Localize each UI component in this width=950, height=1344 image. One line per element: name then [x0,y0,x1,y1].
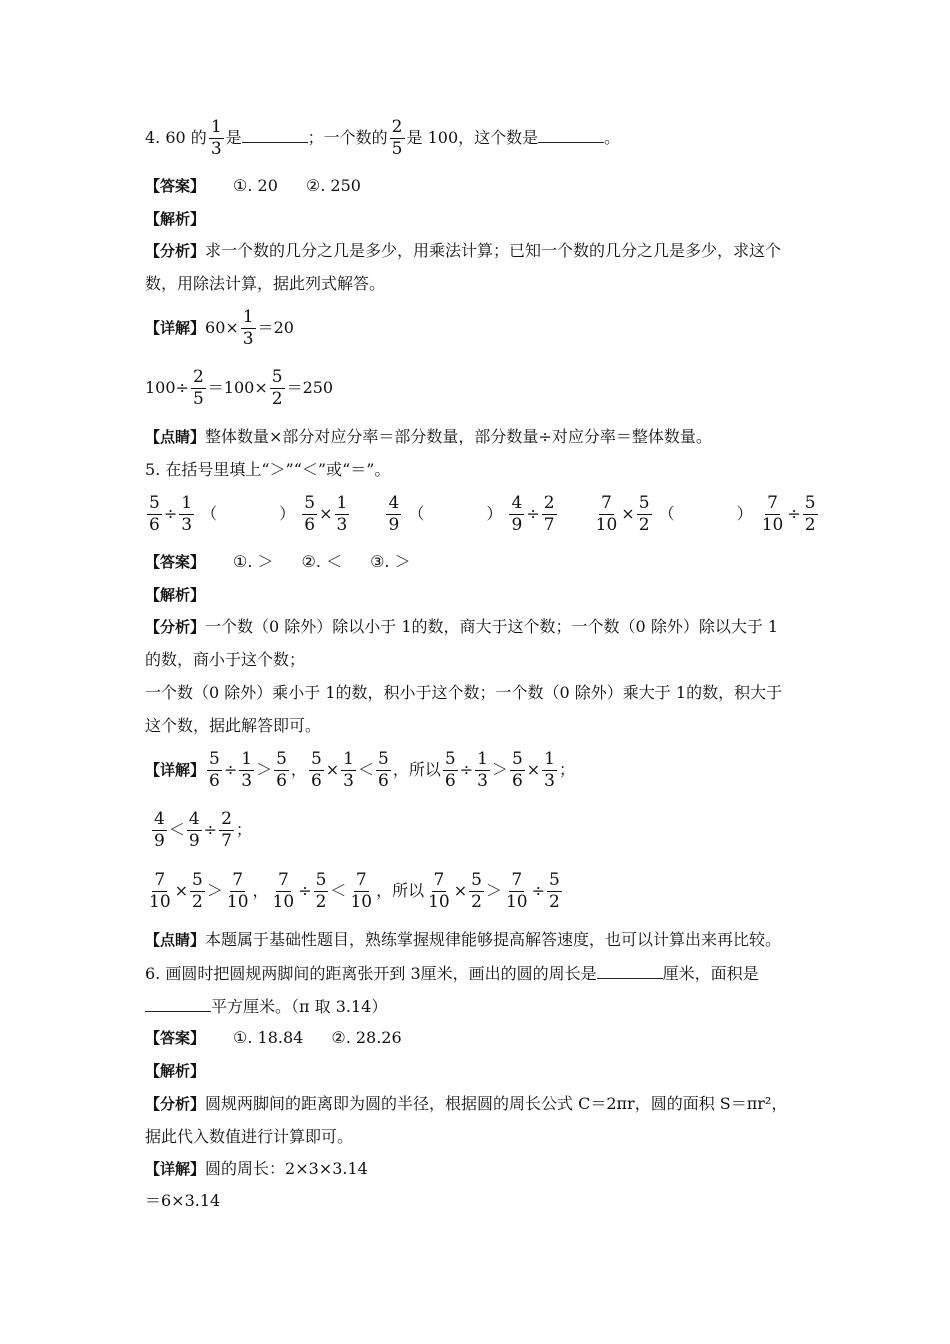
answer-blank [597,962,663,979]
fraction: $\frac{5}{6}$ [310,749,322,791]
fraction: $\frac{1}{3}$ [336,493,348,535]
fraction: $\frac{2}{7}$ [221,809,232,851]
q6-fenxi-cont: 据此代入数值进行计算即可。 [145,1127,354,1146]
fraction: $\frac{5}{2}$ [549,870,560,912]
q6-stem: 6. 画圆时把圆规两脚间的距离张开到 3厘米，画出的圆的周长是 厘米，面积是 [145,964,759,983]
q4-fenxi: 【分析】求一个数的几分之几是多少，用乘法计算；已知一个数的几分之几是多少，求这个 [145,241,782,260]
fraction: $\frac{4}{9}$ [154,809,165,851]
fraction: $\frac{7}{10}$ [761,493,784,535]
q4-number: 4. [145,128,161,147]
q5-fenxi-cont: 的数，商小于这个数； [145,650,306,669]
answer-blank [145,995,211,1012]
fraction: $\frac{7}{10}$ [226,870,249,912]
q5-jiexi-label: 【解析】 [145,586,206,604]
fraction: $\frac{5}{2}$ [638,493,650,535]
fraction: $\frac{5}{2}$ [271,367,283,409]
q5-fenxi: 【分析】一个数（0 除外）除以小于 1的数，商大于这个数；一个数（0 除外）除以大于 1 [145,617,779,636]
q4-jiexi-label: 【解析】 [145,210,206,228]
fraction: $\frac{4}{9}$ [188,809,200,851]
fraction: $\frac{4}{9}$ [388,493,400,535]
fraction: $\frac{7}{10}$ [595,493,618,535]
fraction: $\frac{5}{6}$ [378,749,389,791]
q5-expressions: $\frac{5}{6}$ ÷ $\frac{1}{3}$ （ ） $\frac{5}{6}$ × $\frac{1}{3}$ $\frac{4}{9}$ （ ） $\frac{4}{9}$ ÷ $\frac{2}{7}$ $\frac{7}{10}$ × $\frac{5}{2}$ （ ） $\frac{7}{10}$ ÷ $\frac{5}{2}$ [149,493,816,535]
fraction: $\frac{5}{2}$ [804,493,816,535]
q5-answer: 【答案】 ①. ＞ ②. ＜ ③. ＞ [145,552,411,571]
fraction: $\frac{7}{10}$ [350,870,373,912]
q4-stem: 4. 60 的 $\frac{1}{3}$ 是 ；一个数的 $\frac{2}{5}$ 是 100，这个数是 。 [145,117,621,159]
q5-xiangjie: 【详解】 $\frac{5}{6}$ ÷ $\frac{1}{3}$ ＞ $\frac{5}{6}$ ， $\frac{5}{6}$ × $\frac{1}{3}$ ＜ $\frac{5}{6}$ ，所以 $\frac{5}{6}$ ÷ $\frac{1}{3}$ ＞ $\frac{5}{6}$ × $\frac{1}{3}$ ； [145,749,576,791]
fraction: $\frac{7}{10}$ [505,870,528,912]
fraction: $\frac{5}{2}$ [192,870,203,912]
fraction: $\frac{7}{10}$ [272,870,295,912]
q4-xiangjie: 【详解】60× $\frac{1}{3}$ ＝20 [145,307,294,349]
fraction: $\frac{2}{5}$ [391,117,403,159]
fraction: $\frac{5}{2}$ [315,870,327,912]
q4-dianjing: 【点睛】整体数量×部分对应分率＝部分数量，部分数量÷对应分率＝整体数量。 [145,427,712,446]
q4-answer: 【答案】 ①. 20 ②. 250 [145,176,361,195]
fraction: $\frac{5}{6}$ [209,749,220,791]
answer-blank [242,126,308,143]
fraction: $\frac{7}{10}$ [149,870,171,912]
fraction: $\frac{5}{6}$ [276,749,287,791]
q5-xiangjie-line2: $\frac{4}{9}$ ＜ $\frac{4}{9}$ ÷ $\frac{2}{7}$ ； [154,809,252,851]
q6-stem-cont: 平方厘米。（π 取 3.14） [145,995,387,1018]
q6-xiangjie-line2: ＝6×3.14 [145,1191,221,1210]
q5-dianjing: 【点睛】本题属于基础性题目，熟练掌握规律能够提高解答速度，也可以计算出来再比较。 [145,930,782,949]
q5-stem: 5. 在括号里填上“＞”“＜”或“＝”。 [145,460,391,479]
q6-xiangjie: 【详解】圆的周长：2×3×3.14 [145,1159,368,1178]
fraction: $\frac{4}{9}$ [511,493,523,535]
fraction: $\frac{5}{6}$ [511,749,523,791]
fraction: $\frac{1}{3}$ [343,749,354,791]
q6-fenxi: 【分析】圆规两脚间的距离即为圆的半径，根据圆的周长公式 C＝2πr，圆的面积 S＝πr²， [145,1094,788,1113]
fraction: $\frac{1}{3}$ [477,749,488,791]
fraction: $\frac{5}{6}$ [149,493,160,535]
fraction: $\frac{1}{3}$ [544,749,555,791]
q6-jiexi-label: 【解析】 [145,1062,206,1080]
fraction: $\frac{2}{5}$ [192,367,204,409]
fraction: $\frac{5}{2}$ [471,870,482,912]
fraction: $\frac{1}{3}$ [181,493,193,535]
fraction: $\frac{1}{3}$ [210,117,222,159]
fraction: $\frac{2}{7}$ [543,493,555,535]
fraction: $\frac{1}{3}$ [242,307,254,349]
fraction: $\frac{7}{10}$ [428,870,450,912]
fraction: $\frac{5}{6}$ [304,493,316,535]
q6-answer: 【答案】 ①. 18.84 ②. 28.26 [145,1028,402,1047]
q5-fenxi-line4: 这个数，据此解答即可。 [145,716,322,735]
q5-fenxi-line3: 一个数（0 除外）乘小于 1的数，积小于这个数；一个数（0 除外）乘大于 1的数，积大于 [145,683,783,702]
q4-fenxi-cont: 数，用除法计算，据此列式解答。 [145,274,386,293]
fraction: $\frac{1}{3}$ [241,749,253,791]
answer-blank [538,126,604,143]
q5-xiangjie-line3: $\frac{7}{10}$ × $\frac{5}{2}$ ＞ $\frac{7}{10}$ ， $\frac{7}{10}$ ÷ $\frac{5}{2}$ ＜ $\frac{7}{10}$ ，所以 $\frac{7}{10}$ × $\frac{5}{2}$ ＞ $\frac{7}{10}$ ÷ $\frac{5}{2}$ [149,870,560,912]
q4-xiangjie-line2: 100÷ $\frac{2}{5}$ ＝100× $\frac{5}{2}$ ＝250 [145,367,334,409]
fraction: $\frac{5}{6}$ [444,749,456,791]
